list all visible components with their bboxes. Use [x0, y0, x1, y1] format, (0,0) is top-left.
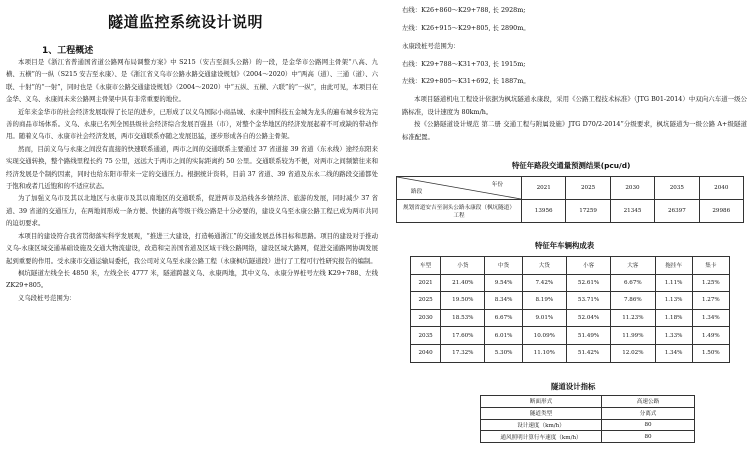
table-cell: 80 — [602, 419, 695, 431]
document-title: 隧道监控系统设计说明 — [108, 13, 264, 31]
table-cell: 2035 — [411, 327, 441, 345]
table-row — [481, 407, 695, 419]
text-line: 右线：K26+860～K29+788, 长 2928m; — [402, 6, 526, 14]
table-cell: 21345 — [610, 200, 654, 223]
table-cell: 13956 — [522, 200, 566, 223]
text-line: 左线：K26+915～K29+805, 长 2890m。 — [402, 24, 530, 32]
vehicle-composition-table — [410, 256, 730, 363]
paragraph: 枫坑隧道左线全长 4850 米，左线全长 4777 米，隧道跨越义乌、永康两地，其中义乌、永康分界桩号左线 K29+788、左线 ZK29+805。 — [6, 268, 378, 290]
table-row — [411, 309, 730, 327]
table-cell: 6.67% — [611, 274, 655, 292]
table-row — [397, 200, 744, 223]
table-cell: 53.71% — [566, 292, 610, 310]
table-cell: 9.01% — [522, 309, 566, 327]
paragraph: 按《公路隧道设计规范 第二册 交通工程与附属设施》JTG D70/2-2014”分级要求，枫坑隧道为一级公路 A+级隧道标准配置。 — [402, 120, 747, 141]
paragraph: 本项目隧道机电工程设计依据为枫坑隧道永康段，采用《公路工程技术标准》（JTG B01-2014）中双向六车道一级公路标准，设计速度为 80km/h。 — [402, 95, 747, 116]
table-cell: 1.13% — [655, 292, 692, 310]
tunnel-design-table — [480, 395, 695, 443]
table-row — [411, 274, 730, 292]
table-cell: 断面形式 — [481, 396, 602, 408]
year-header: 2035 — [655, 177, 699, 200]
paragraph: 本项目是《浙江省普通国省道公路网布局调整方案》中 S215（安吉至洞头公路）的一段，是金华市公路网主骨架“八高、九横、五横”的一纵（S215 安吉至永康）、是《浙江省义乌市公路水路交通建设规划》（2004～2020）中“两高（道）、三通（道）、六联、十射”的“一射”，同时也是《永康市公路交通建设规划》（2004～2020）中“五纵、五横、六联”的“一纵”，由此可见，本项目在金华、义乌、永康间未来公路网主骨架中具有非常重要的地位。 — [6, 58, 378, 104]
table-caption: 隧道设计指标 — [551, 382, 596, 391]
table-cell: 21.40% — [441, 274, 485, 292]
table-row — [481, 419, 695, 431]
table-cell: 29986 — [699, 200, 743, 223]
table-row — [481, 396, 695, 408]
table-header-row — [397, 177, 744, 200]
table-cell: 10.09% — [522, 327, 566, 345]
table-cell: 通风照明计算行车速度（km/h） — [481, 431, 602, 443]
table-cell: 9.54% — [485, 274, 522, 292]
table-cell: 1.25% — [692, 274, 729, 292]
table-cell: 8.19% — [522, 292, 566, 310]
paragraph: 为了加强义乌市及其以北地区与永康市及其以南地区的交通联系，促进两市及沿线各乡镇经济、旅游的发展，同时减少 37 省道、39 省道的交通压力，在两地间形成一条方便、快捷的高等级干线公路是十分必要的，建设义乌至永康公路工程已成为两市共同的迫切要求。 — [6, 194, 378, 228]
section-heading: 1、工程概述 — [42, 46, 94, 56]
column-header: 车型 — [411, 257, 441, 275]
column-header: 大客 — [611, 257, 655, 275]
table-cell: 隧道类型 — [481, 407, 602, 419]
table-cell: 1.49% — [692, 327, 729, 345]
table-cell: 高速公路 — [602, 396, 695, 408]
table-cell: 80 — [602, 431, 695, 443]
year-header: 2025 — [566, 177, 610, 200]
table-cell: 1.27% — [692, 292, 729, 310]
year-header: 2021 — [522, 177, 566, 200]
year-header: 2030 — [610, 177, 654, 200]
table-cell: 11.99% — [611, 327, 655, 345]
left-text-block — [6, 56, 378, 304]
table-cell: 设计速度（km/h） — [481, 419, 602, 431]
table-cell: 2025 — [411, 292, 441, 310]
table-cell: 17.60% — [441, 327, 485, 345]
column-header: 大货 — [522, 257, 566, 275]
year-header: 2040 — [699, 177, 743, 200]
row-label: 规划省道安吉至洞头公路永康段（枫坑隧道）工程 — [397, 200, 522, 223]
table-caption: 特征年路段交通量预测结果(pcu/d) — [512, 161, 631, 170]
paragraph: 本项目的建设符合我省贯彻落实科学发展观，“推进三大建设，打造畅通浙江”的交通发展总体目标和思路。项目的建设对于推动义乌-永康区域交通基础设施及交通大物流建设，改造和完善国省道及区域干线公路网络，建设区域大路网，促进交通路网协调发展起到重要的作用。受永康市交通运输局委托，我公司对义乌至永康公路工程（永康枫坑隧道段）进行了工程可行性研究报告的编制。 — [6, 231, 378, 265]
right-text-block — [402, 93, 747, 143]
table-corner-cell — [397, 177, 522, 200]
table-cell: 7.42% — [522, 274, 566, 292]
table-row — [411, 344, 730, 362]
table-cell: 1.34% — [692, 309, 729, 327]
traffic-forecast-table — [396, 176, 744, 223]
table-cell: 6.67% — [485, 309, 522, 327]
table-cell: 51.42% — [566, 344, 610, 362]
table-cell: 2040 — [411, 344, 441, 362]
column-header: 小货 — [441, 257, 485, 275]
paragraph: 义乌段桩号范围为： — [18, 293, 76, 302]
table-cell: 1.50% — [692, 344, 729, 362]
text-line: 左线：K29+805～K31+692, 长 1887m。 — [402, 77, 530, 85]
table-cell: 1.18% — [655, 309, 692, 327]
table-cell: 52.61% — [566, 274, 610, 292]
corner-label: 年份 — [491, 182, 503, 188]
table-row — [481, 431, 695, 443]
table-cell: 7.86% — [611, 292, 655, 310]
paragraph: 然而，目前义乌与永康之间没有直接的快速联系通道，两市之间的交通联系主要通过 37 省道接 39 省道（东永线）途经东阳来实现交通转换，整个路线里程长约 75 公里，远远大于两市之间的实际距离约 50 公里。交通联系较为不便，对两市之间频繁往来和经济发展是个制约因素，同时也给东阳市带来一定的交通压力。根据统计资料，目前 37 省道、39 省道及东永二线的路段交通都处于饱和或者几近饱和的不适应状态。 — [6, 144, 378, 191]
table-header-row — [411, 257, 730, 275]
table-cell: 11.23% — [611, 309, 655, 327]
table-caption: 特征年车辆构成表 — [535, 241, 595, 250]
table-cell: 18.53% — [441, 309, 485, 327]
corner-label: 路段 — [411, 189, 423, 195]
table-cell: 8.34% — [485, 292, 522, 310]
table-cell: 19.50% — [441, 292, 485, 310]
table-cell: 17.32% — [441, 344, 485, 362]
table-cell: 12.02% — [611, 344, 655, 362]
text-line: 永康段桩号范围为： — [402, 42, 460, 50]
table-row — [411, 327, 730, 345]
table-cell: 1.34% — [655, 344, 692, 362]
table-cell: 52.04% — [566, 309, 610, 327]
column-header: 集卡 — [692, 257, 729, 275]
table-cell: 2030 — [411, 309, 441, 327]
column-header: 拖挂车 — [655, 257, 692, 275]
table-cell: 1.33% — [655, 327, 692, 345]
table-cell: 分离式 — [602, 407, 695, 419]
column-header: 中货 — [485, 257, 522, 275]
paragraph: 近年来金华市的社会经济发展取得了长足的进步，已形成了以义乌国际小商品城、永康中国科技五金城为龙头的遍布城乡较为完善的商品市场体系。义乌、永康已名列全国县级社会经济综合发展百强县（市），对整个金华地区的经济发展起着不可或缺的带动作用。随着义乌市、永康市社会经济发展，两市交通联系亦随之发展迅猛，逐步形成各自的公路主骨架。 — [6, 107, 378, 141]
table-cell: 17259 — [566, 200, 610, 223]
table-cell: 5.30% — [485, 344, 522, 362]
text-line: 右线：K29+788～K31+703, 长 1915m; — [402, 60, 526, 68]
table-cell: 1.11% — [655, 274, 692, 292]
table-cell: 6.01% — [485, 327, 522, 345]
table-cell: 26397 — [655, 200, 699, 223]
table-row — [411, 292, 730, 310]
table-cell: 11.10% — [522, 344, 566, 362]
column-header: 小客 — [566, 257, 610, 275]
table-cell: 51.49% — [566, 327, 610, 345]
table-cell: 2021 — [411, 274, 441, 292]
